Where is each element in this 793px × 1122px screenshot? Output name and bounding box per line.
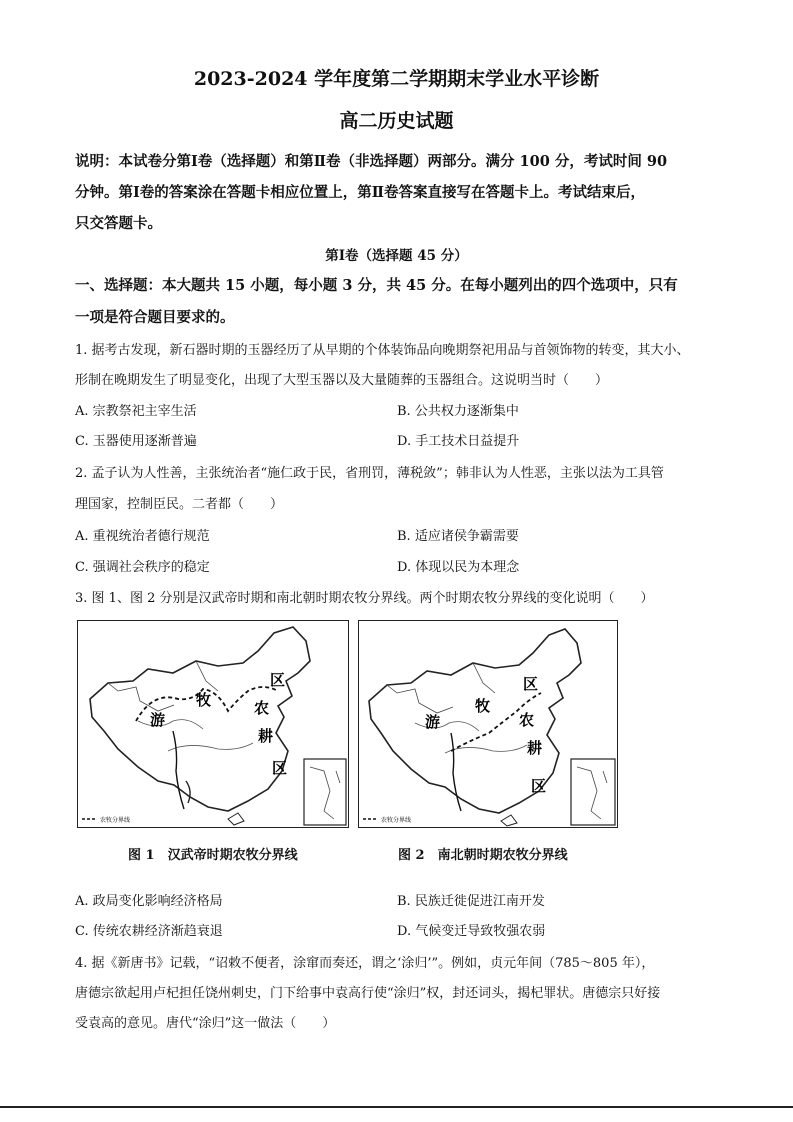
- question-2-option-d: D. 体现以民为本理念: [397, 560, 520, 575]
- figure-2-map-drawing: [359, 621, 617, 827]
- figure-2-label-geng: 耕: [527, 739, 543, 757]
- figure-2-label-qu-top: 区: [523, 675, 539, 693]
- section-intro-line-1: 一、选择题：本大题共 15 小题，每小题 3 分，共 45 分。在每小题列出的四个选项中，只有: [75, 277, 678, 294]
- figure-2-label-mu: 牧: [475, 697, 491, 715]
- section-heading: 第Ⅰ卷（选择题 45 分）: [325, 248, 468, 264]
- instructions-line-2: 分钟。第Ⅰ卷的答案涂在答题卡相应位置上，第Ⅱ卷答案直接写在答题卡上。考试结束后，: [75, 184, 645, 201]
- question-4-stem-line-3: 受袁高的意见。唐代“涂归”这一做法（ ）: [75, 1016, 336, 1031]
- question-2-option-c: C. 强调社会秩序的稳定: [75, 560, 210, 575]
- question-2-stem-line-2: 理国家，控制臣民。二者都（ ）: [75, 497, 284, 512]
- figure-1-map-drawing: [78, 621, 348, 827]
- question-3-option-c: C. 传统农耕经济渐趋衰退: [75, 924, 223, 939]
- question-1-stem-line-2: 形制在晚期发生了明显变化，出现了大型玉器以及大量随葬的玉器组合。这说明当时（ ）: [75, 373, 609, 388]
- question-1-option-b: B. 公共权力逐渐集中: [397, 404, 519, 419]
- figure-1-label-mu: 牧: [196, 691, 212, 709]
- figure-1-caption: 图 1 汉武帝时期农牧分界线: [128, 848, 298, 863]
- section-intro-line-2: 一项是符合题目要求的。: [75, 309, 235, 326]
- figure-1-legend: 农牧分界线: [100, 817, 131, 824]
- figure-2-label-you: 游: [425, 713, 441, 731]
- question-1-option-a: A. 宗教祭祀主宰生活: [75, 404, 197, 419]
- exam-title: 2023-2024 学年度第二学期期末学业水平诊断: [193, 68, 600, 90]
- figure-1-inset-box: [304, 759, 346, 825]
- figure-2-inset-box: [571, 759, 615, 825]
- figure-2-map: [358, 620, 618, 828]
- figure-2-legend: 农牧分界线: [381, 817, 412, 824]
- question-3-option-d: D. 气候变迁导致牧强农弱: [397, 924, 546, 939]
- question-3-option-a: A. 政局变化影响经济格局: [75, 894, 223, 909]
- figure-2-label-qu-bottom: 区: [531, 777, 547, 795]
- figure-2-label-nong: 农: [519, 711, 535, 729]
- question-1-stem-line-1: 1. 据考古发现，新石器时期的玉器经历了从早期的个体装饰品向晚期祭祀用品与首领饰物的转变，其大小、: [75, 343, 690, 358]
- question-1-option-d: D. 手工技术日益提升: [397, 434, 520, 449]
- question-2-stem-line-1: 2. 孟子认为人性善，主张统治者“施仁政于民，省刑罚，薄税敛”；韩非认为人性恶，主张以法为工具管: [75, 466, 664, 481]
- figure-1-label-you: 游: [150, 711, 166, 729]
- instructions-line-3: 只交答题卡。: [75, 215, 162, 232]
- figure-1-label-qu-bottom: 区: [272, 759, 288, 777]
- page-bottom-rule: [0, 1106, 793, 1108]
- question-2-option-b: B. 适应诸侯争霸需要: [397, 529, 519, 544]
- question-3-stem-line-1: 3. 图 1、图 2 分别是汉武帝时期和南北朝时期农牧分界线。两个时期农牧分界线的变化说明（ ）: [75, 591, 654, 606]
- exam-subtitle: 高二历史试题: [339, 110, 454, 132]
- question-2-option-a: A. 重视统治者德行规范: [75, 529, 210, 544]
- figure-1-label-geng: 耕: [258, 727, 274, 745]
- figure-1-map: [77, 620, 349, 828]
- figure-1-label-qu-top: 区: [270, 671, 286, 689]
- question-1-option-c: C. 玉器使用逐渐普遍: [75, 434, 197, 449]
- instructions-line-1: 说明：本试卷分第Ⅰ卷（选择题）和第Ⅱ卷（非选择题）两部分。满分 100 分，考试时间 90: [75, 153, 668, 170]
- question-4-stem-line-1: 4. 据《新唐书》记载，“诏敕不便者，涂窜而奏还，谓之‘涂归’”。例如，贞元年间（785～805 年），: [75, 956, 655, 971]
- figure-1-label-nong: 农: [254, 699, 270, 717]
- figure-2-caption: 图 2 南北朝时期农牧分界线: [398, 848, 568, 863]
- question-3-option-b: B. 民族迁徙促进江南开发: [397, 894, 545, 909]
- question-4-stem-line-2: 唐德宗欲起用卢杞担任饶州刺史，门下给事中袁高行使“涂归”权，封还词头，揭杞罪状。唐德宗只好接: [75, 986, 661, 1001]
